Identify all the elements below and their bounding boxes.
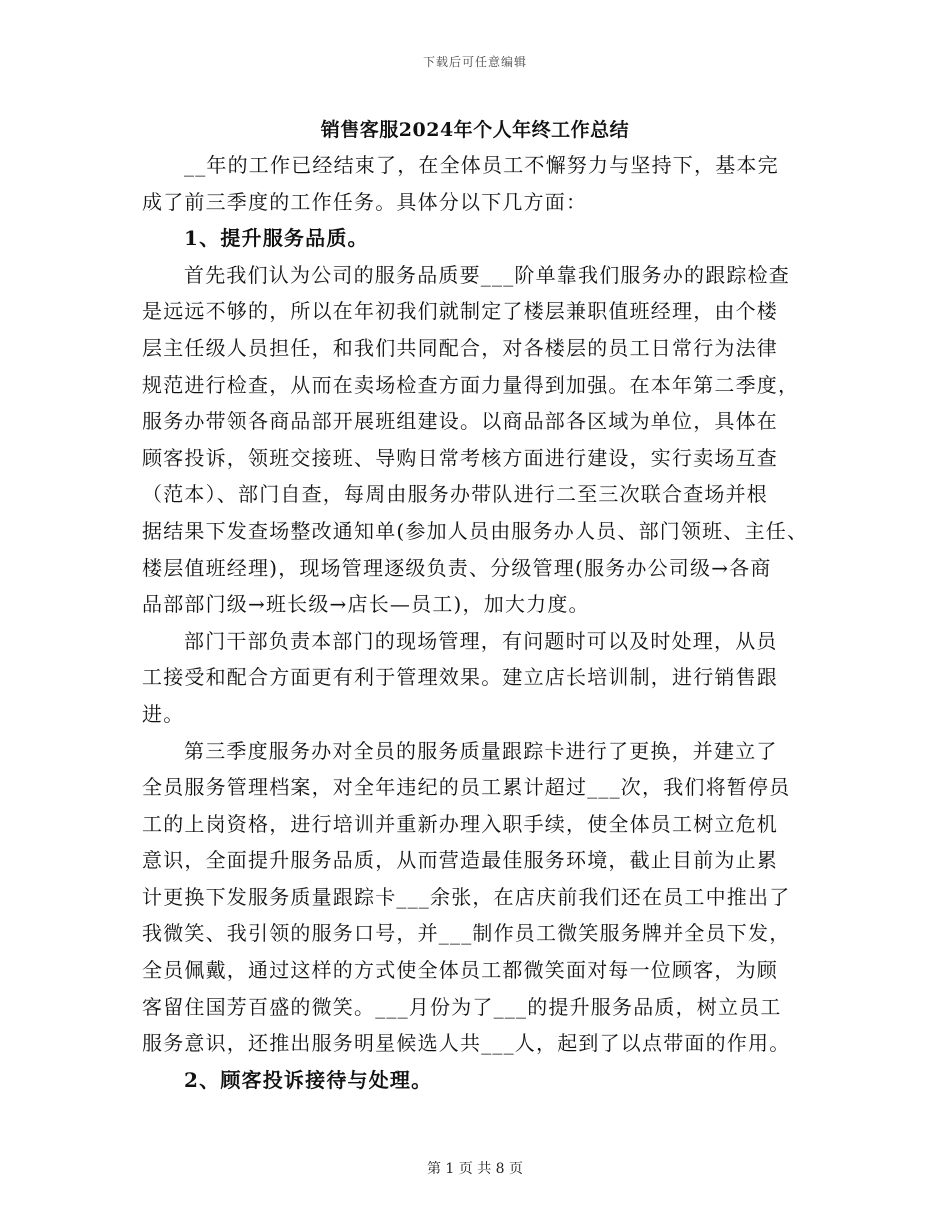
body-line: 层主任级人员担任，和我们共同配合，对各楼层的员工日常行为法律	[142, 335, 778, 360]
body-line: 顾客投诉，领班交接班、导购日常考核方面进行建设，实行卖场互查	[142, 445, 778, 470]
body-line: 首先我们认为公司的服务品质要___阶单靠我们服务办的跟踪检查	[184, 262, 790, 287]
page-header-note: 下载后可任意编辑	[422, 55, 527, 69]
body-line: 意识，全面提升服务品质，从而营造最佳服务环境，截止目前为止累	[142, 848, 778, 873]
body-line: 是远远不够的，所以在年初我们就制定了楼层兼职值班经理，由个楼	[142, 299, 778, 324]
body-line: 第三季度服务办对全员的服务质量跟踪卡进行了更换，并建立了	[184, 738, 778, 763]
section-heading: 2、顾客投诉接待与处理。	[184, 1067, 433, 1092]
body-line: 服务意识，还推出服务明星候选人共___人，起到了以点带面的作用。	[142, 1031, 791, 1056]
body-line: __年的工作已经结束了，在全体员工不懈努力与坚持下，基本完	[184, 153, 779, 177]
body-line: 我微笑、我引领的服务口号，并___制作员工微笑服务牌并全员下发，	[142, 921, 791, 946]
body-line: 全员服务管理档案，对全年违纪的员工累计超过___次，我们将暂停员	[142, 775, 791, 800]
body-line: 全员佩戴，通过这样的方式使全体员工都微笑面对每一位顾客，为顾	[142, 958, 778, 983]
document-title: 销售客服2024年个人年终工作总结	[320, 119, 630, 141]
body-line: 进。	[142, 701, 185, 726]
section-heading: 1、提升服务品质。	[184, 226, 369, 251]
body-line: 规范进行检查，从而在卖场检查方面力量得到加强。在本年第二季度，	[142, 372, 800, 397]
document-body	[142, 147, 822, 1098]
body-line: 工的上岗资格，进行培训并重新办理入职手续，使全体员工树立危机	[142, 811, 778, 836]
body-line: 服务办带领各商品部开展班组建设。以商品部各区域为单位，具体在	[142, 409, 778, 434]
body-line: （范本）、部门自查，每周由服务办带队进行二至三次联合查场并根	[142, 482, 768, 507]
body-line: 楼层值班经理)，现场管理逐级负责、分级管理(服务办公司级→各商	[142, 555, 772, 580]
body-line: 据结果下发查场整改通知单(参加人员由服务办人员、部门领班、主任、	[142, 518, 809, 543]
body-line: 客留住国芳百盛的微笑。___月份为了___的提升服务品质，树立员工	[142, 994, 782, 1019]
page-number: 第 1 页 共 8 页	[426, 1161, 524, 1177]
body-line: 品部部门级→班长级→店长—员工)，加大力度。	[142, 592, 590, 617]
body-line: 计更换下发服务质量跟踪卡___余张，在店庆前我们还在员工中推出了	[142, 884, 791, 909]
body-line: 部门干部负责本部门的现场管理，有问题时可以及时处理，从员	[184, 628, 778, 653]
body-line: 成了前三季度的工作任务。具体分以下几方面：	[142, 189, 588, 214]
body-line: 工接受和配合方面更有利于管理效果。建立店长培训制，进行销售跟	[142, 665, 778, 690]
